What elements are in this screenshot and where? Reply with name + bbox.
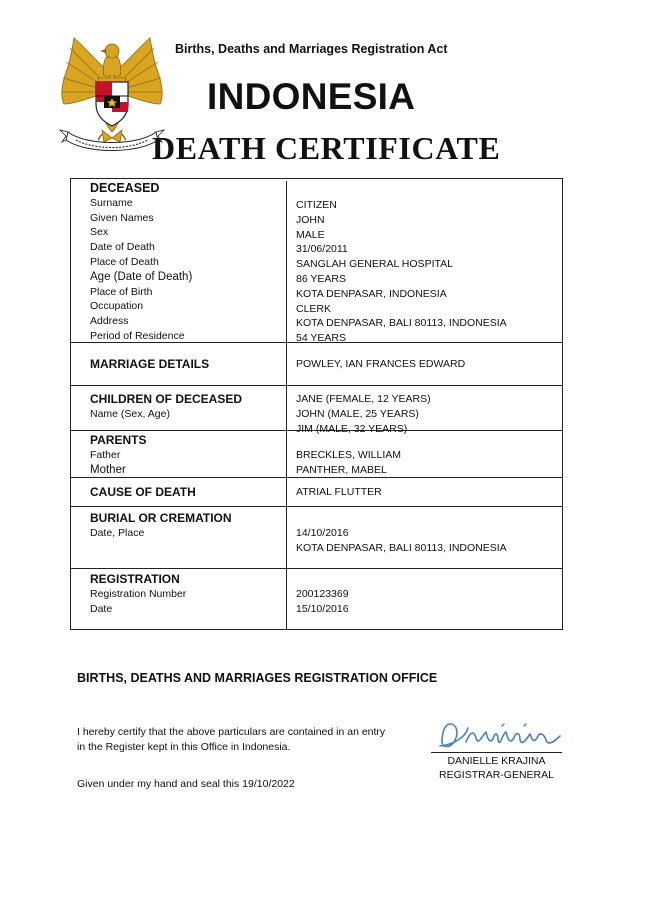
cause-value-cell: [287, 478, 562, 506]
section-heading: BURIAL OR CREMATION: [90, 511, 232, 525]
field-label: Sex: [90, 226, 109, 239]
section-heading: PARENTS: [90, 433, 147, 447]
given-names-value: JOHN: [296, 213, 325, 226]
sex-value: MALE: [296, 228, 325, 241]
period-of-residence-value: 54 YEARS: [296, 332, 347, 345]
field-label: Name (Sex, Age): [90, 407, 170, 420]
cause-label-cell: [71, 478, 287, 506]
section-heading: CHILDREN OF DECEASED: [90, 392, 243, 406]
cause-value: ATRIAL FLUTTER: [296, 485, 382, 498]
cause-of-death-section: [71, 478, 562, 507]
signature-line: [431, 752, 562, 753]
field-label: Mother: [90, 463, 126, 476]
place-of-birth-value: KOTA DENPASAR, INDONESIA: [296, 287, 447, 300]
field-label: Place of Birth: [90, 285, 153, 298]
mother-value: PANTHER, MABEL: [296, 463, 387, 476]
burial-section: [71, 507, 562, 569]
document-title: DEATH CERTIFICATE: [152, 130, 501, 166]
child-value: JANE (FEMALE, 12 YEARS): [296, 393, 431, 405]
section-heading: MARRIAGE DETAILS: [90, 356, 210, 371]
certificate-table: [70, 178, 563, 630]
deceased-section: [71, 179, 562, 343]
burial-place-value: KOTA DENPASAR, BALI 80113, INDONESIA: [296, 541, 507, 554]
field-label: Age (Date of Death): [90, 270, 193, 283]
certify-line: I hereby certify that the above particulars are contained in an entry: [77, 726, 386, 738]
registration-date-value: 15/10/2016: [296, 602, 349, 615]
field-label: Father: [90, 448, 121, 461]
occupation-value: CLERK: [296, 302, 332, 315]
children-section: [71, 386, 562, 435]
burial-value-cell: [287, 507, 562, 568]
garuda-emblem-icon: [58, 34, 166, 154]
deceased-labels: [71, 181, 287, 342]
field-label: Registration Number: [90, 587, 187, 600]
registrar-title: REGISTRAR-GENERAL: [439, 768, 554, 781]
field-label: Address: [90, 315, 129, 328]
age-value: 86 YEARS: [296, 272, 347, 285]
parents-label-cell: [71, 431, 287, 477]
marriage-value-cell: [287, 343, 562, 385]
field-label: Occupation: [90, 300, 144, 313]
given-under-hand-text: Given under my hand and seal this 19/10/2022: [77, 778, 295, 790]
field-label: Date: [90, 602, 113, 615]
section-heading: REGISTRATION: [90, 572, 180, 586]
field-label: Given Names: [90, 211, 154, 224]
act-title: Births, Deaths and Marriages Registration Act: [175, 42, 448, 56]
registration-label-cell: [71, 569, 287, 629]
certification-statement: [77, 725, 385, 754]
certify-line: in the Register kept in this Office in Indonesia.: [77, 740, 291, 753]
office-title: BIRTHS, DEATHS AND MARRIAGES REGISTRATION OFFICE: [77, 671, 438, 685]
section-heading: DECEASED: [90, 181, 160, 195]
child-value: JOHN (MALE, 25 YEARS): [296, 407, 419, 420]
parents-section: [71, 431, 562, 478]
parents-value-cell: [287, 431, 562, 477]
father-value: BRECKLES, WILLIAM: [296, 449, 402, 461]
child-value: JIM (MALE, 32 YEARS): [296, 422, 408, 435]
registration-value-cell: [287, 569, 562, 629]
children-label-cell: [71, 386, 287, 430]
children-value-cell: [287, 386, 562, 435]
field-label: Date, Place: [90, 526, 145, 539]
field-label: Date of Death: [90, 241, 155, 254]
country-title: INDONESIA: [207, 76, 416, 117]
registrar-block: [431, 755, 562, 782]
registrar-name: DANIELLE KRAJINA: [447, 755, 546, 767]
section-heading: CAUSE OF DEATH: [90, 484, 196, 499]
place-of-death-value: SANGLAH GENERAL HOSPITAL: [296, 258, 453, 271]
marriage-label-cell: [71, 343, 287, 385]
field-label: Place of Death: [90, 255, 159, 268]
burial-label-cell: [71, 507, 287, 568]
deceased-values: [287, 181, 562, 345]
field-label: Surname: [90, 196, 133, 209]
date-of-death-value: 31/06/2011: [296, 243, 348, 256]
registrar-signature: [436, 718, 566, 754]
field-label: Period of Residence: [90, 329, 185, 342]
burial-date-value: 14/10/2016: [296, 527, 349, 539]
address-value: KOTA DENPASAR, BALI 80113, INDONESIA: [296, 317, 507, 330]
surname-value: CITIZEN: [296, 199, 337, 211]
spouse-value: POWLEY, IAN FRANCES EDWARD: [296, 357, 466, 370]
registration-section: [71, 569, 562, 629]
marriage-section: [71, 343, 562, 386]
registration-number-value: 200123369: [296, 588, 349, 600]
